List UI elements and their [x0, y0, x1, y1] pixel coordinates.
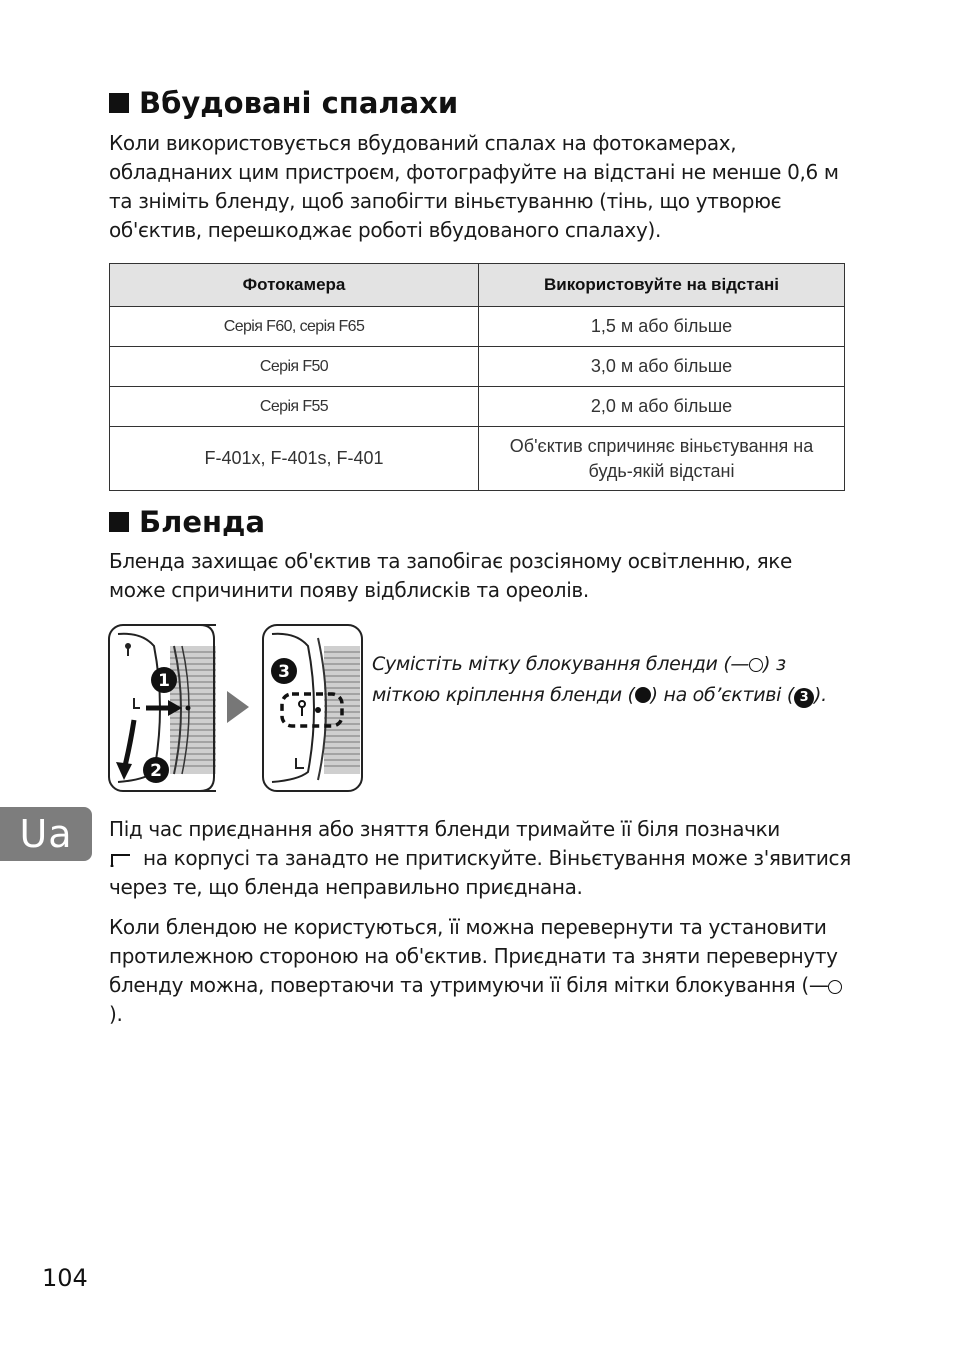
- table-cell-camera: Серія F55: [110, 387, 479, 427]
- table-header-row: [110, 264, 845, 307]
- caption-text: ) з міткою кріплення бленди (: [372, 653, 786, 706]
- next-step-arrow-icon: [226, 690, 250, 724]
- lens-ridges: [318, 638, 360, 780]
- table-header-camera: Фотокамера: [110, 264, 479, 307]
- section-title: Вбудовані спалахи: [139, 86, 459, 120]
- lens-mount-dot-icon: [635, 687, 651, 703]
- table-cell-distance: 2,0 м або більше: [479, 387, 845, 427]
- note-text: Коли блендою не користуються, її можна перевернути та установити протилежною стороною на об'єктив. Приєднати та зняти перевернуту бленду можна, повертаючи та утримуючи її біля мітки блокування (—: [109, 915, 838, 997]
- svg-text:2: 2: [150, 761, 162, 781]
- table-row: [110, 347, 845, 387]
- square-bullet-icon: [109, 93, 129, 113]
- section-heading-hood: [109, 505, 265, 539]
- caption-text: ) на об’єктиві (: [650, 684, 795, 706]
- table-cell-camera: F-401x, F-401s, F-401: [110, 427, 479, 491]
- table-row: [110, 427, 845, 491]
- table-cell-distance: 1,5 м або більше: [479, 307, 845, 347]
- hood-lock-mark-icon: [749, 658, 763, 672]
- lens-hood-mount-dot-icon: [315, 707, 321, 713]
- table-row: [110, 307, 845, 347]
- svg-text:3: 3: [278, 662, 290, 682]
- note-text: на корпусі та занадто не притискуйте. Віньєтування може з'явитися через те, що бленда неправильно приєднана.: [109, 846, 851, 899]
- step-number-icon: 3: [794, 688, 814, 708]
- hood-note-paragraph: [109, 815, 854, 902]
- section-heading-flash: [109, 86, 458, 120]
- camera-distance-table: [109, 263, 845, 491]
- table-cell-distance: Об'єктив спричиняє віньєтування на будь-якій відстані: [479, 427, 845, 491]
- page-number: 104: [42, 1264, 88, 1292]
- hood-lock-mark-icon: [828, 980, 842, 994]
- section-text: Бленда захищає об'єктив та запобігає розсіяному освітленню, яке може спричинити появу відблисків та ореолів.: [109, 549, 792, 602]
- section-text: Коли використовується вбудований спалах на фотокамерах, обладнаних цим пристроєм, фотографуйте на відстані не менше 0,6 м та зніміть бленду, щоб запобігти віньєтуванню (тінь, що утворює об'єктив, перешкоджає роботі вбудованого спалаху).: [109, 131, 839, 242]
- table-cell-distance: 3,0 м або більше: [479, 347, 845, 387]
- square-bullet-icon: [109, 512, 129, 532]
- illustration-frame-edge: [108, 624, 218, 792]
- hood-mount-mark-icon: [109, 853, 131, 867]
- note-text: ).: [109, 1002, 123, 1026]
- step-badge-3: [271, 658, 297, 684]
- lens-hood-shape: [272, 634, 314, 782]
- section-title: Бленда: [139, 505, 266, 539]
- table-row: [110, 387, 845, 427]
- table-cell-camera: Серія F60, серія F65: [110, 307, 479, 347]
- caption-text: Сумістіть мітку блокування бленди (—: [372, 653, 750, 675]
- language-tab: Ua: [0, 807, 92, 861]
- table-header-distance: Використовуйте на відстані: [479, 264, 845, 307]
- note-text: Під час приєднання або зняття бленди тримайте її біля позначки: [109, 817, 780, 841]
- table-cell-camera: Серія F50: [110, 347, 479, 387]
- hood-align-illustration: [262, 624, 364, 792]
- reverse-hood-paragraph: [109, 913, 854, 1029]
- caption-text: ).: [814, 684, 827, 706]
- svg-text:1: 1: [158, 671, 170, 691]
- illustration-caption: [372, 649, 842, 711]
